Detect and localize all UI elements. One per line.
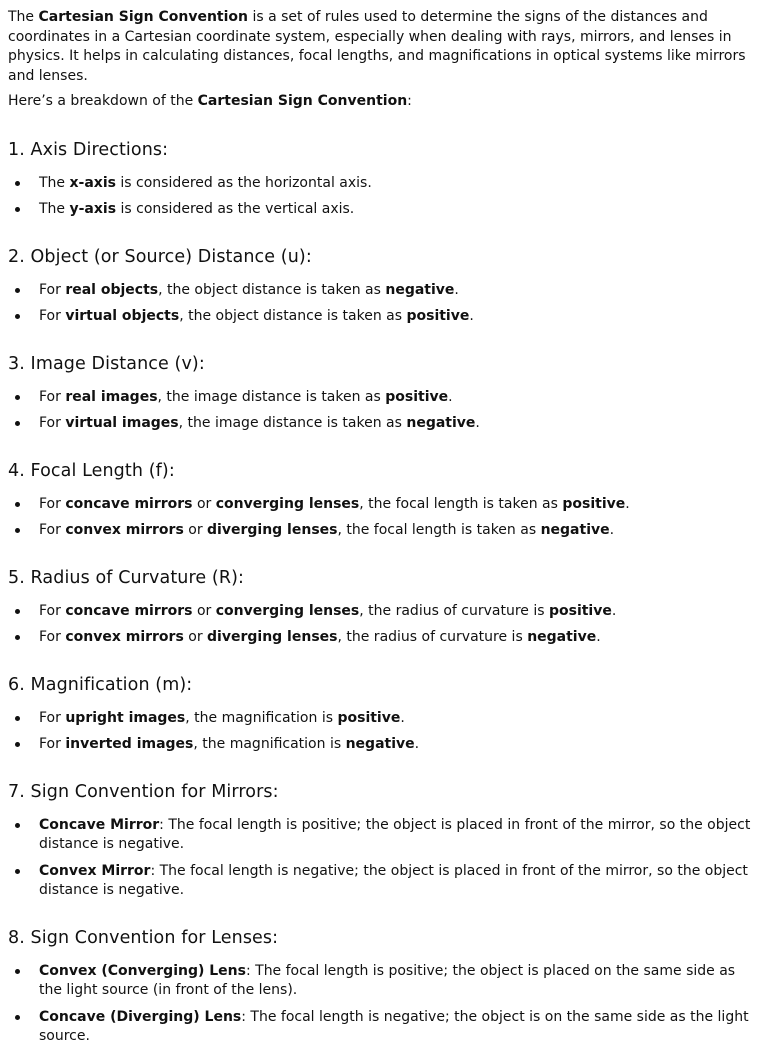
text-run: is considered as the vertical axis. (116, 201, 355, 217)
text-run: For (39, 308, 66, 324)
text-run: , the magnification is (185, 709, 338, 726)
text-run: . (400, 709, 405, 726)
text-run: , the focal length is taken as (359, 495, 563, 512)
section-heading: 3. Image Distance (v): (8, 353, 205, 374)
list-item (8, 735, 758, 755)
text-run: , the radius of curvature is (359, 602, 549, 619)
section-heading: 1. Axis Directions: (8, 139, 169, 160)
bullet-icon (15, 181, 20, 186)
section-heading: 7. Sign Convention for Mirrors: (8, 781, 279, 802)
text-run: The (39, 174, 70, 191)
bold-term: negative (540, 522, 610, 538)
text-run: The (39, 201, 70, 217)
bold-term: converging lenses (215, 602, 360, 619)
bold-term: Cartesian Sign Convention (38, 9, 249, 25)
list-item (8, 414, 758, 434)
list-item (8, 602, 758, 622)
bullet-list (8, 962, 758, 1047)
bold-term: negative (345, 736, 415, 752)
bullet-icon (15, 823, 20, 828)
text-run: . (469, 308, 474, 324)
bold-term: convex mirrors (65, 522, 184, 538)
text-run: For (39, 281, 66, 298)
text-run: . (596, 629, 601, 645)
list-item (8, 628, 758, 648)
bold-term: converging lenses (215, 495, 360, 512)
text-run: , the image distance is taken as (178, 415, 407, 431)
text-run: . (414, 736, 420, 752)
bold-term: positive (562, 495, 626, 512)
breakdown-intro (8, 92, 758, 112)
text-run: : The focal length is positive; the object is placed in front of the mirror, so the object distance is negative. (39, 816, 751, 852)
bold-term: negative (406, 415, 476, 431)
text-run: The (8, 9, 39, 25)
bold-term: concave mirrors (65, 602, 193, 619)
bold-term: concave mirrors (65, 495, 193, 512)
section-heading: 4. Focal Length (f): (8, 460, 175, 481)
bold-term: positive (406, 308, 470, 324)
bold-term: upright images (65, 709, 186, 726)
text-run: For (39, 629, 66, 645)
list-item (8, 521, 758, 541)
bold-term: Cartesian Sign Convention (197, 93, 408, 109)
bold-term: convex mirrors (65, 629, 184, 645)
bullet-icon (15, 609, 20, 614)
list-item (8, 962, 758, 1001)
text-run: , the object distance is taken as (158, 281, 386, 298)
bold-term: real images (65, 388, 158, 405)
section-heading: 6. Magnification (m): (8, 674, 193, 695)
text-run: For (39, 602, 66, 619)
text-run: , the magnification is (193, 736, 346, 752)
bullet-icon (15, 207, 20, 212)
text-run: . (448, 388, 453, 405)
bullet-list (8, 388, 758, 434)
bullet-icon (15, 969, 20, 974)
list-item (8, 709, 758, 729)
text-run: . (625, 495, 630, 512)
text-run: : (407, 93, 412, 109)
list-item (8, 307, 758, 327)
text-run: For (39, 709, 66, 726)
text-run: , the focal length is taken as (337, 522, 541, 538)
text-run: : The focal length is negative; the object is on the same side as the light source. (39, 1008, 749, 1044)
bullet-list (8, 281, 758, 327)
bold-term: Convex Mirror (39, 862, 151, 879)
list-item (8, 174, 758, 194)
bullet-icon (15, 869, 20, 874)
bold-term: negative (385, 281, 455, 298)
bold-term: diverging lenses (207, 629, 338, 645)
text-run: is a set of rules used to determine the signs of the distances and coordinates in a Cartesian coordinate system, especially when dealing with rays, mirrors, and lenses in physics. It helps in calculating distances, focal lengths, and magnifications in optical systems like mirrors and lenses. (8, 9, 746, 84)
bold-term: positive (548, 602, 612, 619)
text-run: , the image distance is taken as (157, 388, 386, 405)
bullet-list (8, 709, 758, 755)
bullet-icon (15, 314, 20, 319)
bold-term: positive (337, 709, 401, 726)
bullet-icon (15, 421, 20, 426)
text-run: is considered as the horizontal axis. (115, 174, 372, 191)
list-item (8, 816, 758, 855)
text-run: . (475, 415, 480, 431)
bold-term: positive (385, 388, 449, 405)
intro-paragraph (8, 8, 758, 86)
bullet-icon (15, 716, 20, 721)
list-item (8, 862, 758, 901)
section-heading: 8. Sign Convention for Lenses: (8, 927, 279, 948)
bullet-icon (15, 288, 20, 293)
text-run: For (39, 522, 66, 538)
bullet-icon (15, 1015, 20, 1020)
text-run: or (192, 602, 216, 619)
list-item (8, 495, 758, 515)
bold-term: diverging lenses (207, 522, 338, 538)
text-run: : The focal length is positive; the object is placed on the same side as the light source (in front of the lens). (39, 962, 736, 998)
bold-term: real objects (65, 281, 159, 298)
bold-term: Concave Mirror (39, 816, 160, 833)
text-run: Here’s a breakdown of the (8, 93, 198, 109)
text-run: or (192, 495, 216, 512)
text-run: . (454, 281, 459, 298)
bullet-list (8, 602, 758, 648)
bold-term: y-axis (69, 201, 117, 217)
list-item (8, 388, 758, 408)
text-run: . (611, 602, 617, 619)
bold-term: virtual images (65, 415, 179, 431)
bullet-icon (15, 528, 20, 533)
bullet-icon (15, 742, 20, 747)
text-run: or (183, 629, 208, 645)
text-run: For (39, 495, 66, 512)
text-run: , the object distance is taken as (179, 308, 407, 324)
bold-term: Concave (Diverging) Lens (39, 1008, 242, 1025)
bold-term: inverted images (65, 736, 194, 752)
bold-term: Convex (Converging) Lens (39, 962, 246, 979)
bold-term: x-axis (69, 174, 116, 191)
bullet-list (8, 816, 758, 901)
text-run: or (183, 522, 208, 538)
text-run: : The focal length is negative; the object is placed in front of the mirror, so the object distance is negative. (39, 862, 748, 898)
section-heading: 2. Object (or Source) Distance (u): (8, 246, 312, 267)
bold-term: virtual objects (65, 308, 180, 324)
list-item (8, 1008, 758, 1047)
bold-term: negative (527, 629, 597, 645)
text-run: For (39, 736, 66, 752)
list-item (8, 200, 758, 220)
list-item (8, 281, 758, 301)
text-run: , the radius of curvature is (337, 629, 528, 645)
sections (8, 139, 758, 1047)
text-run: . (609, 522, 615, 538)
bullet-list (8, 495, 758, 541)
bullet-icon (15, 635, 20, 640)
bullet-icon (15, 502, 20, 507)
bullet-icon (15, 395, 20, 400)
bullet-list (8, 174, 758, 220)
section-heading: 5. Radius of Curvature (R): (8, 567, 245, 588)
text-run: For (39, 415, 66, 431)
text-run: For (39, 388, 66, 405)
